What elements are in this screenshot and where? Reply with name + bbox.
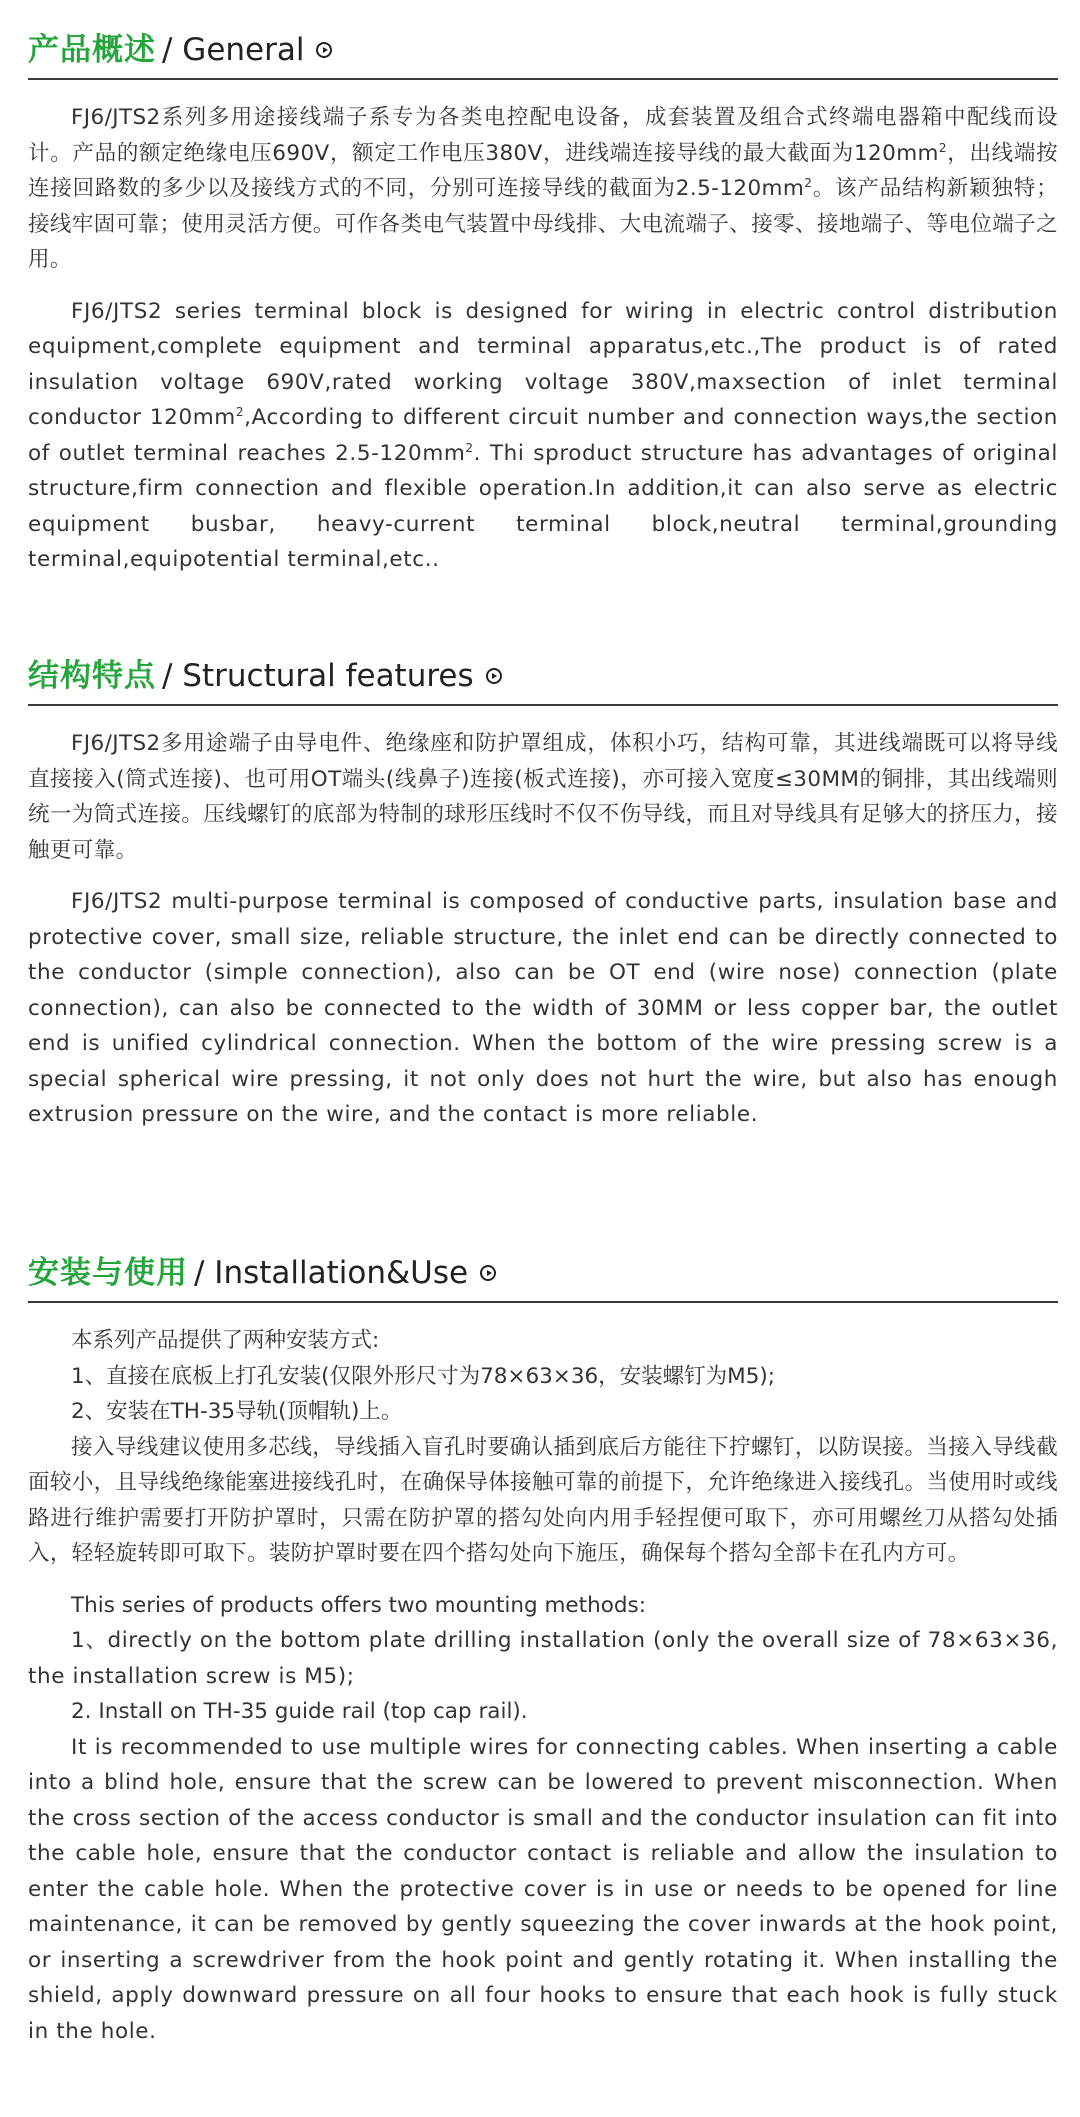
structural-zh-paragraph: FJ6/JTS2多用途端子由导电件、绝缘座和防护罩组成，体积小巧，结构可靠，其进线端既可以将导线直接接入(筒式连接)、也可用OT端头(线鼻子)连接(板式连接)，亦可接入宽度≤30MM的铜排，其出线端则统一为筒式连接。压线螺钉的底部为特制的球形压线时不仅不伤导线，而且对导线具有足够大的挤压力，接触更可靠。	[28, 731, 1058, 863]
heading-zh: 结构特点	[28, 657, 156, 694]
section-general	[28, 22, 1058, 578]
play-circle-icon	[486, 668, 502, 684]
install-zh-paragraph: 接入导线建议使用多芯线，导线插入盲孔时要确认插到底后方能往下拧螺钉，以防误接。当接入导线截面较小，且导线绝缘能塞进接线孔时，在确保导体接触可靠的前提下，允许绝缘进入接线孔。当使用时或线路进行维护需要打开防护罩时，只需在防护罩的搭勾处向内用手轻捏便可取下，亦可用螺丝刀从搭勾处插入，轻轻旋转即可取下。装防护罩时要在四个搭勾处向下施压，确保每个搭勾全部卡在孔内方可。	[28, 1434, 1058, 1566]
heading-zh: 安装与使用	[28, 1254, 188, 1291]
section-heading	[28, 1245, 1058, 1303]
install-en-block	[28, 1588, 1058, 2050]
heading-en: / Structural features	[162, 657, 474, 694]
install-en-line: 1、directly on the bottom plate drilling installation (only the overall size of 78×63×36, the installation screw is M5);	[28, 1628, 1058, 1689]
section-heading	[28, 648, 1058, 706]
play-circle-icon	[316, 42, 332, 58]
install-en-line: This series of products offers two mounting methods:	[71, 1592, 646, 1618]
heading-en: / General	[162, 31, 305, 68]
heading-en: / Installation&Use	[194, 1254, 469, 1291]
general-zh-paragraph: FJ6/JTS2系列多用途接线端子系专为各类电控配电设备，成套装置及组合式终端电器箱中配线而设计。产品的额定绝缘电压690V，额定工作电压380V，进线端连接导线的最大截面为$120mm^2$，出线端按连接回路数的多少以及接线方式的不同，分别可连接导线的截面为$2.5-120mm^2$。该产品结构新颖独特；接线牢固可靠；使用灵活方便。可作各类电气装置中母线排、大电流端子、接零、接地端子、等电位端子之用。	[28, 105, 1059, 272]
structural-en-paragraph: FJ6/JTS2 multi-purpose terminal is composed of conductive parts, insulation base and protective cover, small size, reliable structure, the inlet end can be directly connected to the conductor (simple connection), also can be OT end (wire nose) connection (plate connection), can also be connected to the width of 30MM or less copper bar, the outlet end is unified cylindrical connection. When the bottom of the wire pressing screw is a special spherical wire pressing, it not only does not hurt the wire, but also has enough extrusion pressure on the wire, and the contact is more reliable.	[28, 889, 1058, 1127]
install-en-paragraph: It is recommended to use multiple wires for connecting cables. When inserting a cable into a blind hole, ensure that the screw can be lowered to prevent misconnection. When the cross section of the access conductor is small and the conductor insulation can fit into the cable hole, ensure that the conductor contact is reliable and allow the insulation to enter the cable hole. When the protective cover is in use or needs to be opened for line maintenance, it can be removed by gently squeezing the cover inwards at the hook point, or inserting a screwdriver from the hook point and gently rotating it. When installing the shield, apply downward pressure on all four hooks to ensure that each hook is fully stuck in the hole.	[28, 1734, 1058, 2044]
install-zh-block	[28, 1323, 1058, 1572]
install-zh-line: 1、直接在底板上打孔安装(仅限外形尺寸为78×63×36，安装螺钉为M5);	[71, 1363, 776, 1389]
general-en-paragraph: FJ6/JTS2 series terminal block is designed for wiring in electric control distribution equipment,complete equipment and terminal apparatus,etc.,The product is of rated insulation voltage 690V,rated working voltage 380V,maxsection of inlet terminal conductor $120mm^2,According$ to different circuit number and connection ways,the section of outlet terminal reaches $2.5-120mm^2$. Thi sproduct structure has advantages of original structure,firm connection and flexible operation.In addition,it can also serve as electric equipment busbar, heavy-current terminal block,neutral terminal,grounding terminal,equipotential terminal,etc..	[28, 298, 1058, 572]
section-structural	[28, 648, 1058, 1133]
section-heading	[28, 22, 1058, 80]
heading-zh: 产品概述	[28, 31, 156, 68]
install-en-line: 2. Install on TH-35 guide rail (top cap rail).	[71, 1699, 528, 1724]
section-installation	[28, 1245, 1058, 2049]
install-zh-line: 本系列产品提供了两种安装方式:	[71, 1328, 380, 1353]
play-circle-icon	[480, 1265, 496, 1281]
install-zh-line: 2、安装在TH-35导轨(顶帽轨)上。	[71, 1399, 403, 1424]
